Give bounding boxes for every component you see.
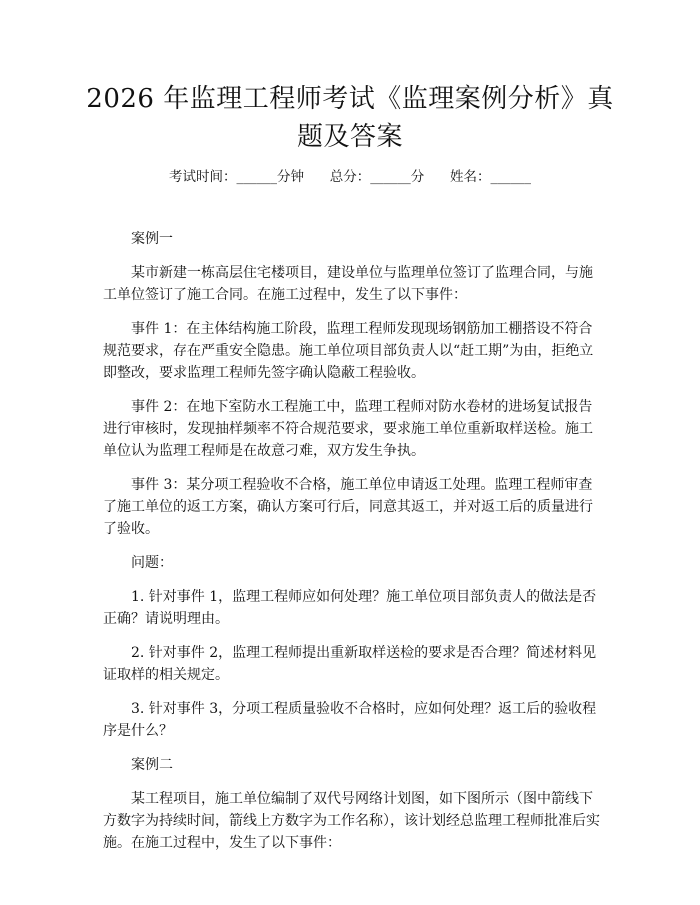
case-1-event-3: 事件 3：某分项工程验收不合格，施工单位申请返工处理。监理工程师审查了施工单位的返工方案，确认方案可行后，同意其返工，并对返工后的质量进行了验收。 bbox=[103, 477, 593, 537]
case-1-event-2: 事件 2：在地下室防水工程施工中，监理工程师对防水卷材的进场复试报告进行审核时，发现抽样频率不符合规范要求，要求施工单位重新取样送检。施工单位认为监理工程师是在故意刁难，双方发生争执。 bbox=[103, 399, 593, 459]
case-1-event-1: 事件 1：在主体结构施工阶段，监理工程师发现现场钢筋加工棚搭设不符合规范要求，存在严重安全隐患。施工单位项目部负责人以“赶工期”为由，拒绝立即整改，要求监理工程师先签字确认隐蔽工程验收。 bbox=[103, 321, 594, 381]
question-3: 3. 针对事件 3，分项工程质量验收不合格时，应如何处理？返工后的验收程序是什么？ bbox=[103, 701, 597, 739]
document-title: 2026 年监理工程师考试《监理案例分析》真题及答案 bbox=[86, 84, 614, 152]
case-1-background: 某市新建一栋高层住宅楼项目，建设单位与监理单位签订了监理合同，与施工单位签订了施工合同。在施工过程中，发生了以下事件： bbox=[103, 265, 593, 303]
section-heading-case-2: 案例二 bbox=[131, 757, 173, 773]
document-body bbox=[103, 228, 601, 866]
question-2: 2. 针对事件 2，监理工程师提出重新取样送检的要求是否合理？简述材料见证取样的相关规定。 bbox=[103, 645, 597, 683]
questions-heading: 问题： bbox=[131, 555, 173, 571]
question-1: 1. 针对事件 1，监理工程师应如何处理？施工单位项目部负责人的做法是否正确？请说明理由。 bbox=[103, 589, 597, 627]
exam-info-line: 考试时间：______分钟 总分：______分 姓名：______ bbox=[169, 169, 531, 185]
case-2-background: 某工程项目，施工单位编制了双代号网络计划图，如下图所示（图中箭线下方数字为持续时间，箭线上方数字为工作名称），该计划经总监理工程师批准后实施。在施工过程中，发生了以下事件： bbox=[103, 791, 600, 851]
section-heading-case-1: 案例一 bbox=[131, 231, 173, 247]
